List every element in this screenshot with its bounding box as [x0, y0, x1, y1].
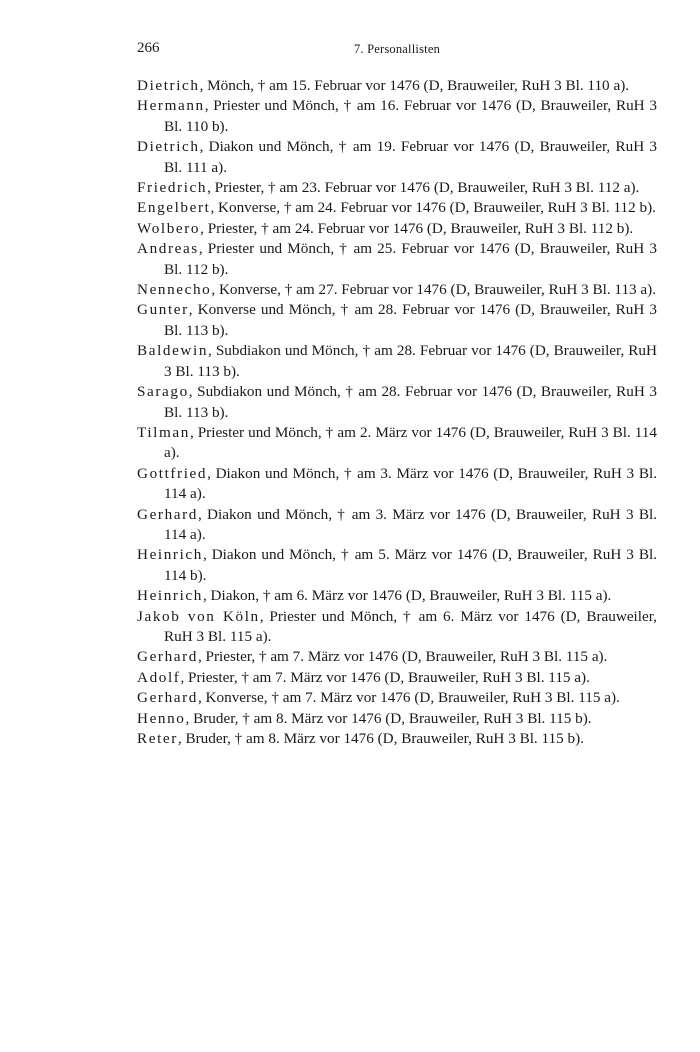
list-entry [137, 464, 657, 505]
entry-text: , Subdiakon und Mönch, † am 28. Februar vor 1476 (D, Brauweiler, RuH 3 Bl. 113 b). [164, 342, 657, 380]
entry-name: Gunter [137, 301, 189, 319]
entry-text: , Priester und Mönch, † am 25. Februar vor 1476 (D, Brauweiler, RuH 3 Bl. 112 b). [164, 240, 657, 278]
page-header [137, 40, 657, 64]
entry-name: Engelbert [137, 199, 211, 217]
list-entry [137, 280, 657, 300]
entry-text: , Priester, † am 23. Februar vor 1476 (D, Brauweiler, RuH 3 Bl. 112 a). [207, 179, 640, 197]
entry-name: Baldewin [137, 342, 209, 360]
list-entry [137, 688, 657, 708]
personnel-list [137, 76, 657, 749]
list-entry [137, 382, 657, 423]
list-entry [137, 198, 657, 218]
entry-name: Gottfried [137, 464, 208, 482]
list-entry [137, 341, 657, 382]
entry-name: Dietrich [137, 77, 200, 94]
list-entry [137, 545, 657, 586]
entry-text: , Konverse, † am 27. Februar vor 1476 (D, Brauweiler, RuH 3 Bl. 113 a). [211, 281, 657, 299]
list-entry [137, 137, 657, 178]
entry-text: , Bruder, † am 8. März vor 1476 (D, Brauweiler, RuH 3 Bl. 115 b). [177, 730, 584, 747]
entry-name: Heinrich [137, 587, 203, 605]
list-entry [137, 219, 657, 239]
entry-name: Henno [137, 709, 186, 727]
entry-name: Tilman [137, 423, 190, 441]
entry-text: , Diakon und Mönch, † am 5. März vor 1476 (D, Brauweiler, RuH 3 Bl. 114 b). [164, 546, 657, 584]
entry-text: , Diakon und Mönch, † am 3. März vor 1476 (D, Brauweiler, RuH 3 Bl. 114 a). [164, 505, 657, 543]
entry-text: , Priester und Mönch, † am 2. März vor 1476 (D, Brauweiler, RuH 3 Bl. 114 a). [164, 423, 657, 462]
list-entry [137, 668, 657, 688]
entry-name: Heinrich [137, 546, 203, 564]
list-entry [137, 729, 657, 749]
entry-name: Adolf [137, 668, 181, 686]
entry-name: Wolbero [137, 219, 201, 237]
entry-name: Gerhard [137, 689, 198, 707]
list-entry [137, 300, 657, 341]
entry-name: Jakob von Köln [137, 607, 260, 625]
entry-text: , Priester, † am 24. Februar vor 1476 (D, Brauweiler, RuH 3 Bl. 112 b). [200, 219, 634, 237]
list-entry [137, 239, 657, 280]
entry-name: Nennecho [137, 281, 212, 299]
entry-text: , Priester, † am 7. März vor 1476 (D, Brauweiler, RuH 3 Bl. 115 a). [180, 668, 590, 686]
entry-text: , Priester, † am 7. März vor 1476 (D, Brauweiler, RuH 3 Bl. 115 a). [197, 648, 608, 666]
list-entry [137, 178, 657, 198]
entry-text: , Priester und Mönch, † am 6. März vor 1476 (D, Brauweiler, RuH 3 Bl. 115 a). [164, 607, 657, 645]
entry-text: , Diakon, † am 6. März vor 1476 (D, Brauweiler, RuH 3 Bl. 115 a). [202, 587, 612, 605]
entry-text: , Konverse und Mönch, † am 28. Februar vor 1476 (D, Brauweiler, RuH 3 Bl. 113 b). [164, 301, 657, 339]
entry-name: Reter [137, 730, 178, 747]
list-entry [137, 76, 657, 96]
list-entry [137, 505, 657, 546]
list-entry [137, 709, 657, 729]
entry-name: Hermann [137, 97, 205, 115]
entry-text: , Subdiakon und Mönch, † am 28. Februar vor 1476 (D, Brauweiler, RuH 3 Bl. 113 b). [164, 383, 657, 421]
entry-text: , Konverse, † am 7. März vor 1476 (D, Brauweiler, RuH 3 Bl. 115 a). [197, 689, 620, 707]
page-number: 266 [137, 40, 160, 56]
entry-text: , Diakon und Mönch, † am 3. März vor 1476 (D, Brauweiler, RuH 3 Bl. 114 a). [164, 464, 657, 503]
book-page [137, 40, 657, 749]
entry-name: Dietrich [137, 138, 200, 156]
list-entry [137, 607, 657, 648]
list-entry [137, 586, 657, 606]
entry-text: , Mönch, † am 15. Februar vor 1476 (D, Brauweiler, RuH 3 Bl. 110 a). [199, 77, 630, 94]
entry-text: , Priester und Mönch, † am 16. Februar vor 1476 (D, Brauweiler, RuH 3 Bl. 110 b). [164, 97, 657, 135]
entry-name: Sarago [137, 383, 189, 401]
entry-name: Gerhard [137, 648, 198, 666]
entry-text: , Diakon und Mönch, † am 19. Februar vor 1476 (D, Brauweiler, RuH 3 Bl. 111 a). [164, 138, 657, 176]
list-entry [137, 96, 657, 137]
entry-name: Friedrich [137, 179, 208, 197]
entry-name: Andreas [137, 240, 199, 258]
running-title: 7. Personallisten [353, 42, 441, 56]
entry-text: , Konverse, † am 24. Februar vor 1476 (D, Brauweiler, RuH 3 Bl. 112 b). [210, 199, 656, 217]
entry-text: , Bruder, † am 8. März vor 1476 (D, Brauweiler, RuH 3 Bl. 115 b). [185, 709, 592, 727]
list-entry [137, 423, 657, 464]
list-entry [137, 647, 657, 667]
entry-name: Gerhard [137, 505, 198, 523]
